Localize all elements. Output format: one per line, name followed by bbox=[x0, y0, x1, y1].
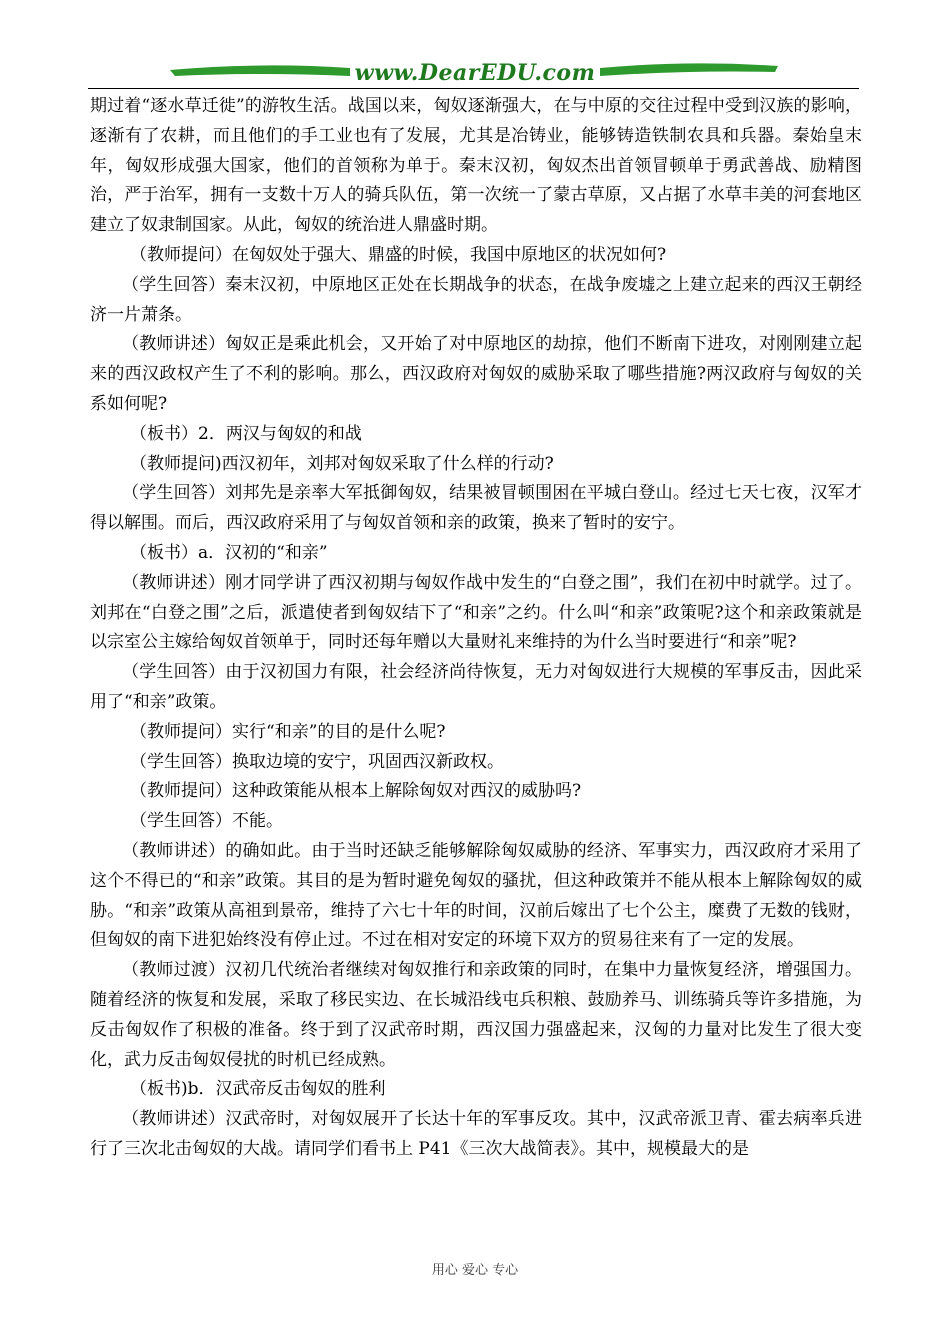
paragraph: （板书）2．两汉与匈奴的和战 bbox=[130, 423, 362, 444]
paragraph: （教师讲述）汉武帝时，对匈奴展开了长达十年的军事反攻。其中，汉武帝派卫青、霍去病率兵进行了三次北击匈奴的大战。请同学们看书上 P41《三次大战简表》。其中，规模最大的是 bbox=[90, 1109, 862, 1159]
paragraph: （学生回答）由于汉初国力有限，社会经济尚待恢复，无力对匈奴进行大规模的军事反击，因此采用了“和亲”政策。 bbox=[90, 662, 862, 712]
page-footer: 用心 爱心 专心 bbox=[431, 1263, 519, 1278]
paragraph: （教师提问）实行“和亲”的目的是什么呢? bbox=[130, 721, 446, 742]
page-header bbox=[0, 0, 950, 92]
paragraph: （学生回答）秦末汉初，中原地区正处在长期战争的状态，在战争废墟之上建立起来的西汉王朝经济一片萧条。 bbox=[90, 274, 862, 325]
document-body bbox=[90, 92, 862, 1165]
paragraph: （学生回答）刘邦先是亲率大军抵御匈奴，结果被冒顿围困在平城白登山。经过七天七夜，汉军才得以解围。而后，西汉政府采用了与匈奴首领和亲的政策，换来了暂时的安宁。 bbox=[90, 483, 862, 534]
paragraph: （学生回答）换取边境的安宁，巩固西汉新政权。 bbox=[130, 751, 504, 772]
paragraph: （教师讲述）匈奴正是乘此机会，又开始了对中原地区的劫掠，他们不断南下进攻，对刚刚建立起来的西汉政权产生了不利的影响。那么，西汉政府对匈奴的威胁采取了哪些措施?两汉政府与匈奴的关系如何呢? bbox=[90, 334, 862, 414]
paragraph: 期过着“逐水草迁徙”的游牧生活。战国以来，匈奴逐渐强大，在与中原的交往过程中受到汉族的影响，逐渐有了农耕，而且他们的手工业也有了发展，尤其是冶铸业，能够铸造铁制农具和兵器。秦始皇末年，匈奴形成强大国家，他们的首领称为单于。秦末汉初，匈奴杰出首领冒顿单于勇武善战、励精图治，严于治军，拥有一支数十万人的骑兵队伍，第一次统一了蒙古草原，又占据了水草丰美的河套地区建立了奴隶制国家。从此，匈奴的统治进人鼎盛时期。 bbox=[90, 96, 862, 236]
site-logo-text: www.DearEDU.com bbox=[354, 60, 596, 86]
paragraph: （教师讲述）的确如此。由于当时还缺乏能够解除匈奴威胁的经济、军事实力，西汉政府才采用了这个不得已的“和亲”政策。其目的是为暂时避免匈奴的骚扰，但这种政策并不能从根本上解除匈奴的威胁。“和亲”政策从高祖到景帝，维持了六七十年的时间，汉前后嫁出了七个公主，糜费了无数的钱财，但匈奴的南下进犯始终没有停止过。不过在相对安定的环境下双方的贸易往来有了一定的发展。 bbox=[90, 840, 862, 951]
paragraph: （教师提问）在匈奴处于强大、鼎盛的时候，我国中原地区的状况如何? bbox=[130, 244, 667, 265]
paragraph: （学生回答）不能。 bbox=[130, 811, 283, 832]
paragraph: （板书)b．汉武帝反击匈奴的胜利 bbox=[130, 1079, 386, 1100]
paragraph: （教师讲述）刚才同学讲了西汉初期与匈奴作战中发生的“白登之围”，我们在初中时就学。过了。刘邦在“白登之围”之后，派遣使者到匈奴结下了“和亲”之约。什么叫“和亲”政策呢?这个和亲政策就是以宗室公主嫁给匈奴首领单于，同时还每年赠以大量财礼来维持的为什么当时要进行“和亲”呢? bbox=[90, 572, 862, 653]
header-rule bbox=[88, 88, 859, 89]
paragraph: （教师提问)西汉初年，刘邦对匈奴采取了什么样的行动? bbox=[130, 453, 554, 474]
paragraph: （教师过渡）汉初几代统治者继续对匈奴推行和亲政策的同时，在集中力量恢复经济，增强国力。随着经济的恢复和发展，采取了移民实边、在长城沿线屯兵积粮、鼓励养马、训练骑兵等许多措施，为反击匈奴作了积极的准备。终于到了汉武帝时期，西汉国力强盛起来，汉匈的力量对比发生了很大变化，武力反击匈奴侵扰的时机已经成熟。 bbox=[90, 960, 862, 1070]
paragraph: （教师提问）这种政策能从根本上解除匈奴对西汉的威胁吗? bbox=[130, 781, 582, 802]
paragraph: （板书）a．汉初的“和亲” bbox=[130, 542, 328, 563]
